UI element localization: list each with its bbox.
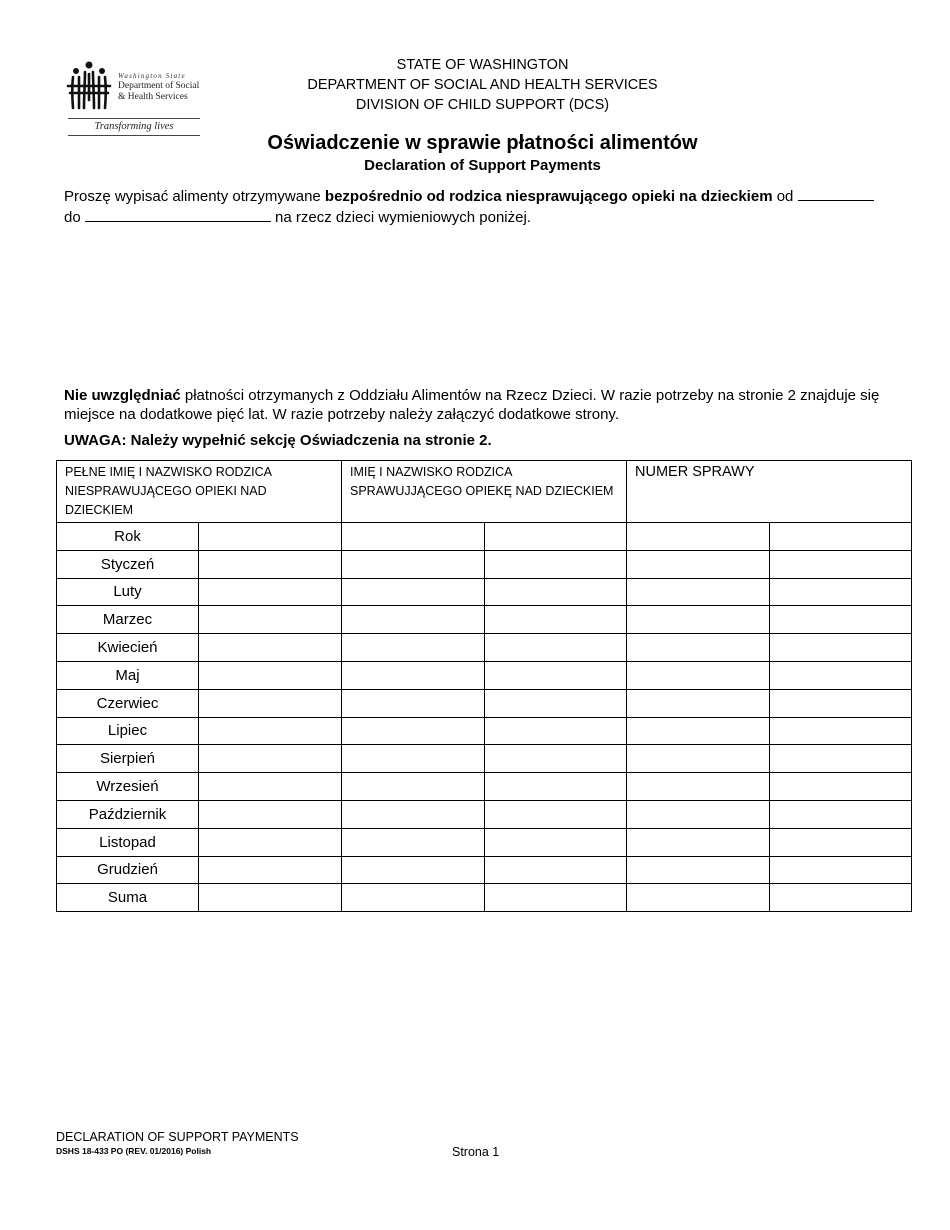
table-row xyxy=(57,606,912,634)
amount-cell[interactable] xyxy=(770,717,912,745)
amount-cell[interactable] xyxy=(627,717,770,745)
amount-cell[interactable] xyxy=(342,550,485,578)
amount-cell[interactable] xyxy=(627,828,770,856)
amount-cell[interactable] xyxy=(342,606,485,634)
logo-line1: Department of Social xyxy=(118,81,200,91)
intro-text-3: do xyxy=(64,209,85,226)
amount-cell[interactable] xyxy=(199,856,342,884)
col1-label-line2: NIESPRAWUJĄCEGO OPIEKI NAD DZIECKIEM xyxy=(65,484,267,517)
row-label: Marzec xyxy=(57,606,199,634)
amount-cell[interactable] xyxy=(485,634,627,662)
amount-cell[interactable] xyxy=(485,578,627,606)
row-label: Suma xyxy=(57,884,199,912)
col3-label: NUMER SPRAWY xyxy=(635,464,755,480)
amount-cell[interactable] xyxy=(199,661,342,689)
family-figures-icon xyxy=(64,60,114,112)
amount-cell[interactable] xyxy=(627,884,770,912)
intro-text-1: Proszę wypisać alimenty otrzymywane xyxy=(64,188,325,205)
logo-line2: & Health Services xyxy=(118,92,188,102)
amount-cell[interactable] xyxy=(199,800,342,828)
row-label: Czerwiec xyxy=(57,689,199,717)
row-label: Lipiec xyxy=(57,717,199,745)
amount-cell[interactable] xyxy=(485,550,627,578)
table-row xyxy=(57,884,912,912)
amount-cell[interactable] xyxy=(770,550,912,578)
amount-cell[interactable] xyxy=(342,773,485,801)
amount-cell[interactable] xyxy=(627,523,770,551)
amount-cell[interactable] xyxy=(485,800,627,828)
amount-cell[interactable] xyxy=(770,828,912,856)
amount-cell[interactable] xyxy=(342,634,485,662)
amount-cell[interactable] xyxy=(485,745,627,773)
amount-cell[interactable] xyxy=(770,634,912,662)
amount-cell[interactable] xyxy=(199,689,342,717)
row-label: Styczeń xyxy=(57,550,199,578)
table-row xyxy=(57,634,912,662)
amount-cell[interactable] xyxy=(199,606,342,634)
amount-cell[interactable] xyxy=(199,578,342,606)
table-row xyxy=(57,717,912,745)
footer-form-code: DSHS 18-433 PO (REV. 01/2016) Polish xyxy=(56,1146,212,1156)
footer-title: DECLARATION OF SUPPORT PAYMENTS xyxy=(56,1130,299,1144)
amount-cell[interactable] xyxy=(627,856,770,884)
amount-cell[interactable] xyxy=(342,717,485,745)
table-row xyxy=(57,661,912,689)
row-label: Wrzesień xyxy=(57,773,199,801)
row-label: Rok xyxy=(57,523,199,551)
row-label: Grudzień xyxy=(57,856,199,884)
note-text: płatności otrzymanych z Oddziału Alimentów na Rzecz Dzieci. W razie potrzeby na stronie 2 znajduje się miejsce na dodatkowe pięć lat. W razie potrzeby należy załączyć dodatkowe strony. xyxy=(64,387,880,423)
header-state: STATE OF WASHINGTON xyxy=(396,57,569,73)
amount-cell[interactable] xyxy=(342,884,485,912)
form-title: Oświadczenie w sprawie płatności alimentów xyxy=(267,132,698,154)
amount-cell[interactable] xyxy=(199,634,342,662)
date-from-field[interactable] xyxy=(798,188,874,201)
amount-cell[interactable] xyxy=(627,578,770,606)
table-row xyxy=(57,689,912,717)
row-label: Luty xyxy=(57,578,199,606)
amount-cell[interactable] xyxy=(770,606,912,634)
amount-cell[interactable] xyxy=(342,828,485,856)
amount-cell[interactable] xyxy=(770,689,912,717)
logo-tagline: Transforming lives xyxy=(68,118,200,136)
amount-cell[interactable] xyxy=(770,745,912,773)
warning-note: UWAGA: Należy wypełnić sekcję Oświadczenia na stronie 2. xyxy=(64,432,492,449)
table-row xyxy=(57,856,912,884)
amount-cell[interactable] xyxy=(199,828,342,856)
amount-cell[interactable] xyxy=(770,523,912,551)
amount-cell[interactable] xyxy=(770,578,912,606)
amount-cell[interactable] xyxy=(627,689,770,717)
intro-text-4: na rzecz dzieci wymieniowych poniżej. xyxy=(270,209,531,226)
intro-bold: bezpośrednio od rodzica niesprawującego opieki na dzieckiem xyxy=(324,188,773,205)
table-row xyxy=(57,550,912,578)
amount-cell[interactable] xyxy=(199,773,342,801)
amount-cell[interactable] xyxy=(627,745,770,773)
date-to-field[interactable] xyxy=(85,209,271,222)
logo-text xyxy=(118,72,199,103)
row-label: Kwiecień xyxy=(57,634,199,662)
amount-cell[interactable] xyxy=(485,689,627,717)
note-bold: Nie uwzględniać xyxy=(64,387,181,404)
intro-text-2: od xyxy=(772,188,798,205)
custodial-parent-name-field[interactable] xyxy=(342,461,627,523)
amount-cell[interactable] xyxy=(199,523,342,551)
table-row xyxy=(57,745,912,773)
row-label: Październik xyxy=(57,800,199,828)
amount-cell[interactable] xyxy=(627,634,770,662)
amount-cell[interactable] xyxy=(485,828,627,856)
agency-header xyxy=(230,55,735,115)
amount-cell[interactable] xyxy=(485,606,627,634)
table-row xyxy=(57,523,912,551)
header-division: DIVISION OF CHILD SUPPORT (DCS) xyxy=(355,97,610,113)
amount-cell[interactable] xyxy=(342,800,485,828)
footer-form-info xyxy=(56,1130,299,1158)
logo-state: Washington State xyxy=(118,72,186,80)
page-number: Strona 1 xyxy=(452,1145,500,1159)
amount-cell[interactable] xyxy=(342,661,485,689)
table-header-row xyxy=(57,461,912,523)
case-number-field[interactable] xyxy=(627,461,912,523)
amount-cell[interactable] xyxy=(485,661,627,689)
amount-cell[interactable] xyxy=(485,523,627,551)
amount-cell[interactable] xyxy=(770,884,912,912)
col2-label-line2: SPRAWUJJĄCEGO OPIEKĘ NAD DZIECKIEM xyxy=(350,484,614,498)
amount-cell[interactable] xyxy=(342,578,485,606)
amount-cell[interactable] xyxy=(485,856,627,884)
amount-cell[interactable] xyxy=(485,773,627,801)
row-label: Maj xyxy=(57,661,199,689)
table-row xyxy=(57,828,912,856)
table-row xyxy=(57,773,912,801)
col1-label-line1: PEŁNE IMIĘ I NAZWISKO RODZICA xyxy=(65,465,272,479)
row-label: Sierpień xyxy=(57,745,199,773)
table-row xyxy=(57,800,912,828)
amount-cell[interactable] xyxy=(199,745,342,773)
amount-cell[interactable] xyxy=(199,884,342,912)
header-department: DEPARTMENT OF SOCIAL AND HEALTH SERVICES xyxy=(307,77,658,93)
amount-cell[interactable] xyxy=(342,689,485,717)
table-row xyxy=(57,578,912,606)
amount-cell[interactable] xyxy=(627,606,770,634)
amount-cell[interactable] xyxy=(199,550,342,578)
dshs-logo xyxy=(64,58,204,138)
amount-cell[interactable] xyxy=(770,800,912,828)
col2-label-line1: IMIĘ I NAZWISKO RODZICA xyxy=(350,465,513,479)
amount-cell[interactable] xyxy=(199,717,342,745)
intro-paragraph xyxy=(64,186,909,228)
noncustodial-parent-name-field[interactable] xyxy=(57,461,342,523)
row-label: Listopad xyxy=(57,828,199,856)
amount-cell[interactable] xyxy=(485,717,627,745)
exclusion-note xyxy=(64,386,909,424)
amount-cell[interactable] xyxy=(342,523,485,551)
payments-table xyxy=(56,460,912,912)
amount-cell[interactable] xyxy=(627,661,770,689)
amount-cell[interactable] xyxy=(770,856,912,884)
amount-cell[interactable] xyxy=(770,773,912,801)
amount-cell[interactable] xyxy=(485,884,627,912)
amount-cell[interactable] xyxy=(342,745,485,773)
amount-cell[interactable] xyxy=(627,550,770,578)
amount-cell[interactable] xyxy=(342,856,485,884)
amount-cell[interactable] xyxy=(627,800,770,828)
amount-cell[interactable] xyxy=(770,661,912,689)
form-subtitle: Declaration of Support Payments xyxy=(364,157,601,174)
amount-cell[interactable] xyxy=(627,773,770,801)
